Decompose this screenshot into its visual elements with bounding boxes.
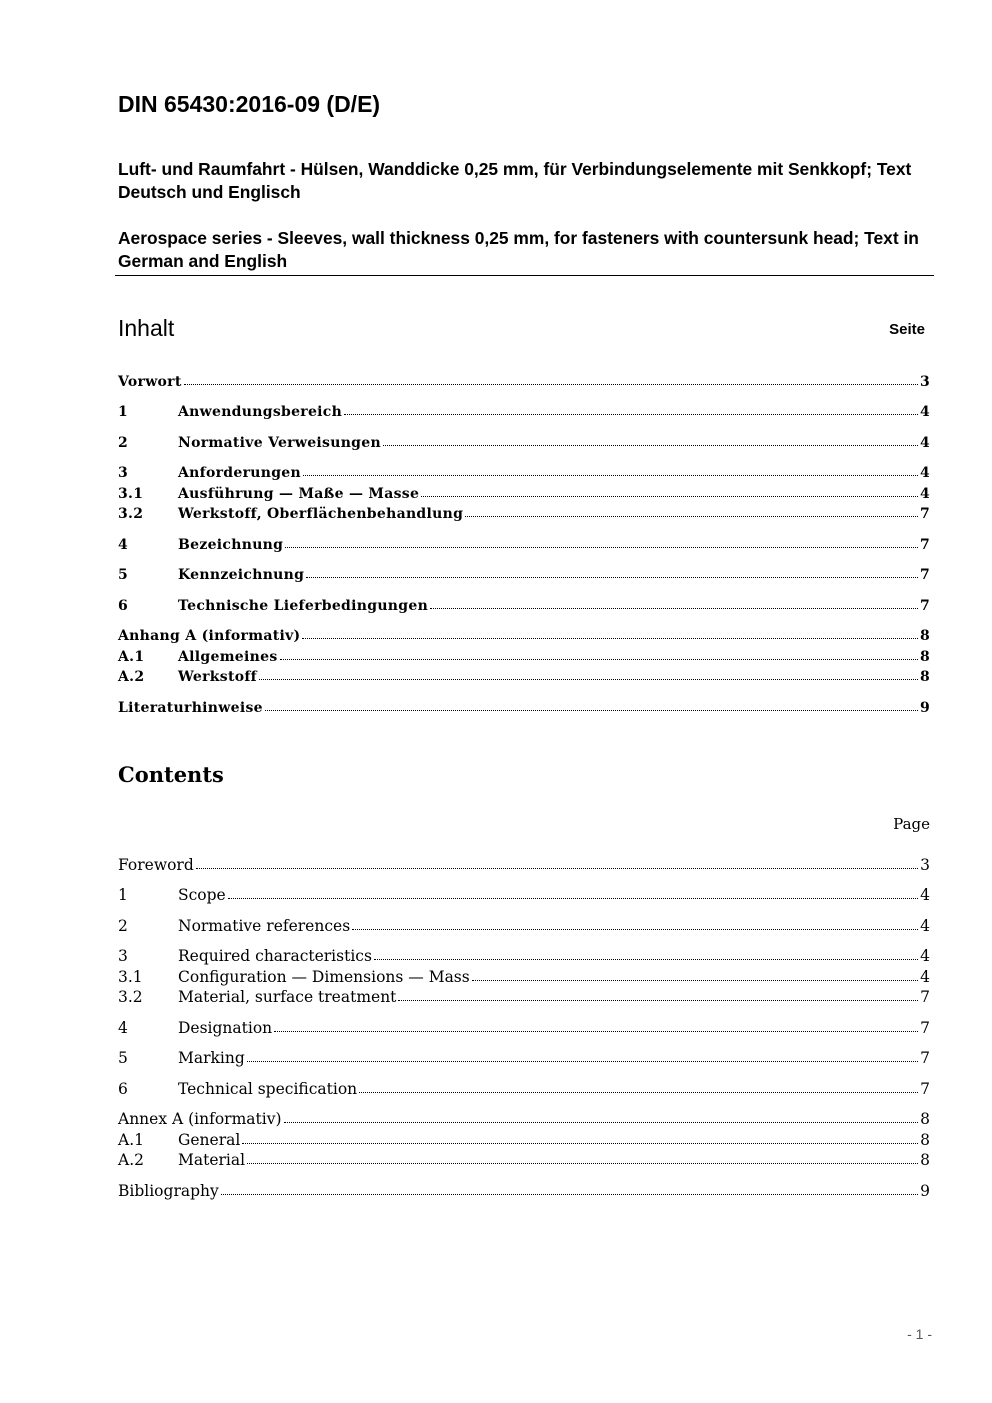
- toc-entry-number: 4: [118, 1019, 128, 1037]
- toc-entry-number: 3.1: [118, 486, 144, 502]
- toc-entry[interactable]: [118, 698, 930, 718]
- toc-entry-page: 8: [920, 1131, 930, 1149]
- toc-entry-title: Material, surface treatment: [178, 988, 397, 1006]
- toc-entry-page: 4: [920, 917, 930, 935]
- toc-entry[interactable]: [118, 1048, 930, 1068]
- toc-entry[interactable]: [118, 535, 930, 555]
- toc-leader-dots: [344, 412, 918, 415]
- toc-entry-number: 3: [118, 947, 128, 965]
- toc-leader-dots: [247, 1161, 918, 1164]
- subtitle-german: Luft- und Raumfahrt - Hülsen, Wanddicke 0,25 mm, für Verbindungselemente mit Senkkopf; Text Deutsch und Englisch: [118, 159, 912, 202]
- toc-entry-number: 2: [118, 435, 129, 451]
- toc-entry-title: Scope: [178, 886, 226, 904]
- toc-leader-dots: [285, 545, 918, 548]
- toc-entry-title: Anhang A (informativ): [118, 628, 301, 644]
- toc-entry-title: Technische Lieferbedingungen: [178, 598, 429, 614]
- toc-entry[interactable]: [118, 855, 930, 875]
- toc-entry[interactable]: [118, 372, 930, 392]
- toc-entry-title: Marking: [178, 1049, 245, 1067]
- toc-entry-number: 6: [118, 1080, 128, 1098]
- toc-entry-page: 4: [919, 465, 930, 481]
- toc-leader-dots: [247, 1059, 918, 1062]
- toc-entry-page: 4: [919, 404, 930, 420]
- toc-entry[interactable]: [118, 647, 930, 667]
- page-number: - 1 -: [907, 1326, 932, 1342]
- toc-entry[interactable]: [118, 1181, 930, 1201]
- toc-entry[interactable]: [118, 885, 930, 905]
- toc-entry-page: 7: [920, 988, 930, 1006]
- toc-entry[interactable]: [118, 987, 930, 1007]
- toc-leader-dots: [265, 708, 918, 711]
- toc-entry-title: Material: [178, 1151, 246, 1169]
- toc-entry-number: A.2: [118, 669, 145, 685]
- toc-leader-dots: [303, 473, 918, 476]
- title-divider: [115, 275, 934, 276]
- toc-entry-title: General: [178, 1131, 241, 1149]
- toc-page-label-german: Seite: [889, 321, 925, 338]
- toc-leader-dots: [465, 514, 918, 517]
- toc-entry-title: Configuration — Dimensions — Mass: [178, 968, 470, 986]
- toc-leader-dots: [302, 636, 917, 639]
- toc-entry-title: Kennzeichnung: [178, 567, 305, 583]
- toc-entry-page: 3: [920, 856, 930, 874]
- toc-leader-dots: [274, 1029, 918, 1032]
- toc-page-label-english: Page: [893, 815, 930, 833]
- toc-entry-title: Annex A (informativ): [118, 1110, 282, 1128]
- toc-entry-number: 1: [118, 886, 128, 904]
- toc-entry[interactable]: [118, 596, 930, 616]
- toc-entry-title: Allgemeines: [178, 649, 278, 665]
- toc-entry-page: 4: [920, 947, 930, 965]
- toc-entry-number: 5: [118, 1049, 128, 1067]
- toc-entry-title: Required characteristics: [178, 947, 372, 965]
- toc-leader-dots: [472, 978, 918, 981]
- toc-entry[interactable]: [118, 565, 930, 585]
- toc-entry-page: 8: [920, 1151, 930, 1169]
- toc-entry-page: 7: [920, 1049, 930, 1067]
- toc-entry-number: 3.1: [118, 968, 143, 986]
- toc-entry-page: 8: [919, 649, 930, 665]
- toc-leader-dots: [398, 998, 918, 1001]
- toc-leader-dots: [430, 606, 918, 609]
- toc-entry-title: Werkstoff, Oberflächenbehandlung: [178, 506, 464, 522]
- toc-entry-number: A.2: [118, 1151, 144, 1169]
- subtitle-english: Aerospace series - Sleeves, wall thickness 0,25 mm, for fasteners with countersunk head; Text in German and English: [118, 228, 919, 271]
- toc-entry-number: 3.2: [118, 506, 144, 522]
- toc-entry-title: Werkstoff: [178, 669, 257, 685]
- toc-entry-page: 7: [920, 1080, 930, 1098]
- toc-entry[interactable]: [118, 1130, 930, 1150]
- toc-entry-title: Normative Verweisungen: [178, 435, 381, 451]
- toc-entry-title: Normative references: [178, 917, 351, 935]
- toc-entry-title: Anforderungen: [178, 465, 301, 481]
- toc-leader-dots: [359, 1090, 918, 1093]
- toc-entry-page: 8: [919, 628, 930, 644]
- toc-entry[interactable]: [118, 484, 930, 504]
- toc-leader-dots: [228, 896, 918, 899]
- toc-entry-title: Literaturhinweise: [118, 700, 263, 716]
- toc-leader-dots: [259, 677, 918, 680]
- toc-entry-title: Technical specification: [178, 1080, 358, 1098]
- toc-entry-number: 6: [118, 598, 129, 614]
- toc-entry-number: A.1: [118, 1131, 144, 1149]
- toc-entry[interactable]: [118, 1150, 930, 1170]
- toc-leader-dots: [280, 657, 918, 660]
- toc-entry-page: 7: [919, 567, 930, 583]
- toc-leader-dots: [196, 866, 918, 869]
- toc-entry-page: 4: [920, 886, 930, 904]
- toc-entry-page: 4: [919, 435, 930, 451]
- toc-entry-number: 3.2: [118, 988, 143, 1006]
- toc-leader-dots: [352, 927, 918, 930]
- toc-entry-number: 1: [118, 404, 129, 420]
- toc-entry-page: 4: [919, 486, 930, 502]
- toc-entry[interactable]: [118, 1109, 930, 1129]
- toc-entry-page: 3: [919, 374, 930, 390]
- toc-leader-dots: [306, 575, 918, 578]
- toc-entry-title: Ausführung — Maße — Masse: [178, 486, 420, 502]
- toc-entry-title: Foreword: [118, 856, 194, 874]
- toc-entry-page: 8: [919, 669, 930, 685]
- toc-entry[interactable]: [118, 916, 930, 936]
- toc-leader-dots: [383, 443, 918, 446]
- toc-entry[interactable]: [118, 463, 930, 483]
- toc-entry[interactable]: [118, 504, 930, 524]
- toc-entry[interactable]: [118, 946, 930, 966]
- toc-entry-title: Designation: [178, 1019, 273, 1037]
- toc-heading-english: Contents: [118, 762, 224, 787]
- toc-entry-number: 5: [118, 567, 129, 583]
- toc-entry-title: Bibliography: [118, 1182, 219, 1200]
- toc-leader-dots: [242, 1141, 918, 1144]
- toc-leader-dots: [374, 957, 918, 960]
- toc-entry-page: 8: [920, 1110, 930, 1128]
- toc-entry[interactable]: [118, 1018, 930, 1038]
- toc-leader-dots: [421, 494, 918, 497]
- toc-entry-page: 7: [919, 537, 930, 553]
- toc-entry-title: Vorwort: [118, 374, 182, 390]
- toc-leader-dots: [184, 382, 918, 385]
- toc-entry-title: Anwendungsbereich: [178, 404, 343, 420]
- page-title: DIN 65430:2016-09 (D/E): [118, 91, 381, 117]
- toc-entry[interactable]: [118, 433, 930, 453]
- toc-entry[interactable]: [118, 967, 930, 987]
- toc-entry-title: Bezeichnung: [178, 537, 284, 553]
- toc-entry-number: A.1: [118, 649, 145, 665]
- toc-leader-dots: [221, 1192, 918, 1195]
- toc-entry-page: 7: [919, 598, 930, 614]
- toc-entry-page: 9: [919, 700, 930, 716]
- toc-entry-number: 4: [118, 537, 129, 553]
- toc-entry[interactable]: [118, 626, 930, 646]
- toc-entry-page: 7: [920, 1019, 930, 1037]
- toc-entry-page: 9: [920, 1182, 930, 1200]
- toc-entry-page: 4: [920, 968, 930, 986]
- toc-entry[interactable]: [118, 1079, 930, 1099]
- toc-heading-german: Inhalt: [118, 315, 175, 341]
- toc-entry-number: 2: [118, 917, 128, 935]
- toc-entry-number: 3: [118, 465, 129, 481]
- toc-entry-page: 7: [919, 506, 930, 522]
- toc-entry[interactable]: [118, 402, 930, 422]
- toc-entry[interactable]: [118, 667, 930, 687]
- toc-leader-dots: [284, 1120, 919, 1123]
